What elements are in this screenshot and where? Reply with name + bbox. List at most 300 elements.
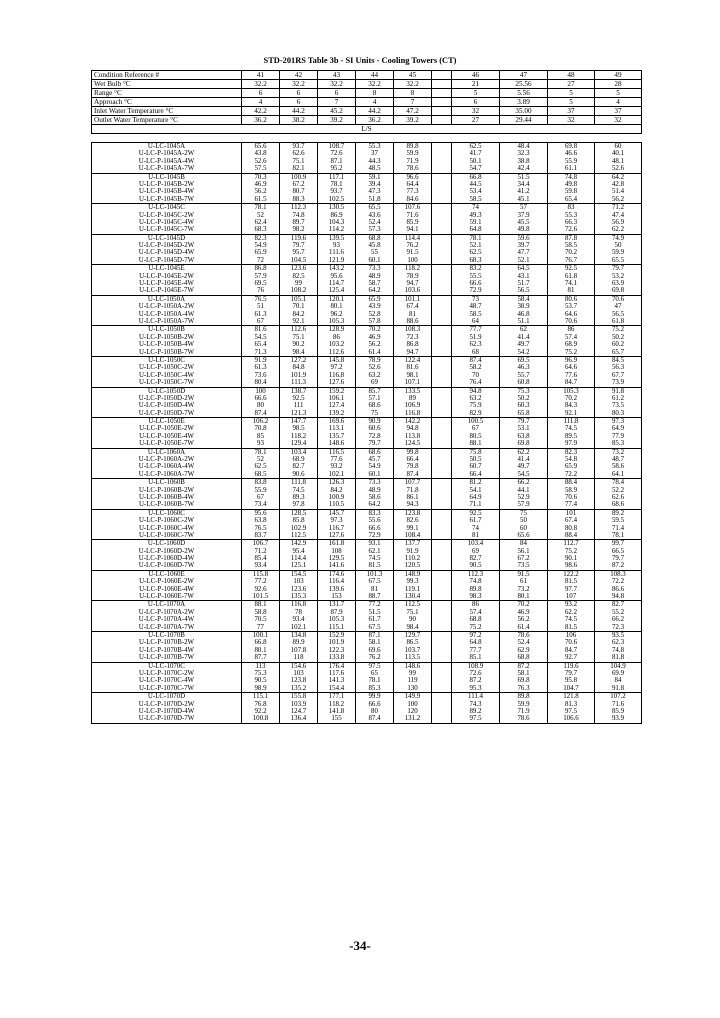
model-name: U-LC-P-1070B-4W [92, 647, 242, 654]
flow-value: 65.4 [242, 341, 280, 348]
table-row [92, 257, 642, 265]
model-name: U-LC-P-1060B-7W [92, 501, 242, 509]
table-row [92, 165, 642, 173]
flow-value: 78.6 [500, 715, 548, 723]
flow-value: 87.2 [452, 677, 500, 684]
flow-value: 123.8 [394, 509, 432, 517]
flow-value: 52.6 [595, 165, 642, 173]
flow-value: 64.1 [595, 471, 642, 479]
flow-value: 97.5 [548, 708, 595, 715]
flow-value: 98.4 [280, 349, 318, 357]
flow-value: 73.3 [356, 479, 394, 487]
flow-value: 94.3 [394, 501, 432, 509]
flow-value: 72.3 [394, 334, 432, 341]
spacer-cell [432, 364, 452, 371]
flow-value: 108.7 [318, 143, 356, 151]
spacer-cell [432, 196, 452, 204]
model-name: U-LC-P-1070B-2W [92, 639, 242, 646]
flow-value: 58.1 [500, 670, 548, 677]
flow-value: 58.5 [548, 242, 595, 249]
spacer-cell [432, 540, 452, 548]
flow-value: 69.9 [595, 670, 642, 677]
flow-value: 86.8 [242, 265, 280, 273]
table-row [92, 295, 642, 303]
flow-value: 43.1 [500, 273, 548, 280]
condition-value: 27 [548, 80, 595, 89]
flow-value: 52.4 [356, 219, 394, 226]
flow-value: 148.9 [394, 570, 432, 578]
flow-value: 67.5 [356, 578, 394, 585]
flow-value: 67 [452, 425, 500, 432]
spacer-cell [432, 677, 452, 684]
flow-value: 71.4 [595, 525, 642, 532]
flow-value: 65.6 [500, 532, 548, 540]
flow-value: 53.7 [548, 303, 595, 310]
flow-value: 90.2 [280, 341, 318, 348]
flow-value: 56.2 [242, 188, 280, 195]
flow-value: 57.3 [356, 226, 394, 234]
flow-value: 107.1 [394, 379, 432, 387]
flow-value: 105.3 [548, 387, 595, 395]
flow-value: 84.2 [318, 487, 356, 494]
flow-value: 115.8 [242, 570, 280, 578]
spacer-cell [432, 509, 452, 517]
flow-value: 69 [452, 548, 500, 555]
spacer-cell [432, 395, 452, 402]
flow-value: 68 [452, 349, 500, 357]
flow-value: 81 [394, 311, 432, 318]
flow-value: 86 [548, 326, 595, 334]
flow-value: 62.2 [595, 226, 642, 234]
flow-value: 90 [394, 616, 432, 623]
model-name: U-LC-1045E [92, 265, 242, 273]
flow-value: 62.2 [500, 448, 548, 456]
table-row [92, 601, 642, 609]
flow-value: 124.7 [280, 708, 318, 715]
condition-value: 44.2 [356, 107, 394, 116]
flow-value: 120 [394, 708, 432, 715]
flow-value: 97.2 [452, 632, 500, 640]
flow-value: 101.3 [356, 570, 394, 578]
flow-value: 71.9 [394, 158, 432, 165]
flow-value: 72.6 [318, 150, 356, 157]
flow-value: 66.6 [452, 280, 500, 287]
flow-value: 99.3 [394, 578, 432, 585]
table-row [92, 280, 642, 287]
condition-value: 36.2 [242, 116, 280, 125]
flow-value: 70.6 [548, 318, 595, 326]
flow-value: 58.1 [356, 639, 394, 646]
spacer-cell [432, 487, 452, 494]
flow-value: 84.7 [548, 379, 595, 387]
flow-value: 80.3 [595, 410, 642, 418]
flow-value: 48.4 [500, 143, 548, 151]
flow-value: 177.1 [318, 693, 356, 701]
flow-value: 84.8 [280, 364, 318, 371]
condition-value: 27 [452, 116, 500, 125]
flow-value: 77.2 [356, 601, 394, 609]
flow-value: 73.2 [595, 448, 642, 456]
model-name: U-LC-P-1045C-7W [92, 226, 242, 234]
flow-value: 82.9 [452, 410, 500, 418]
flow-value: 78.1 [356, 677, 394, 684]
flow-value: 66.2 [500, 479, 548, 487]
flow-value: 103.2 [318, 341, 356, 348]
table-row [92, 624, 642, 632]
flow-value: 111.8 [548, 418, 595, 426]
table-row [92, 188, 642, 195]
flow-value: 37.9 [500, 212, 548, 219]
condition-value: 5 [548, 98, 595, 107]
flow-value: 92.1 [280, 318, 318, 326]
flow-value: 37 [356, 150, 394, 157]
flow-value: 111.8 [280, 479, 318, 487]
spacer-cell [432, 662, 452, 670]
flow-value: 98.4 [394, 624, 432, 632]
flow-value: 71.9 [500, 708, 548, 715]
flow-value: 87.1 [318, 158, 356, 165]
flow-value: 75.2 [595, 326, 642, 334]
flow-value: 100.9 [280, 173, 318, 181]
model-name: U-LC-1045D [92, 234, 242, 242]
condition-label: Wet Bulb °C [92, 80, 242, 89]
model-name: U-LC-P-1060B-4W [92, 494, 242, 501]
flow-value: 46.9 [500, 609, 548, 616]
flow-value: 120.1 [318, 295, 356, 303]
spacer-cell [432, 624, 452, 632]
table-row [92, 311, 642, 318]
flow-value: 55.5 [452, 273, 500, 280]
flow-value: 41.7 [452, 150, 500, 157]
condition-row [92, 107, 642, 116]
flow-value: 81 [452, 532, 500, 540]
flow-value: 99.1 [394, 525, 432, 532]
model-name: U-LC-P-1050C-7W [92, 379, 242, 387]
flow-value: 68.6 [356, 448, 394, 456]
flow-value: 82.7 [452, 555, 500, 562]
flow-value: 118.2 [394, 265, 432, 273]
table-row [92, 578, 642, 585]
spacer-cell [432, 257, 452, 265]
condition-value: 8 [356, 89, 394, 98]
flow-value: 118 [280, 654, 318, 662]
flow-value: 47 [595, 303, 642, 310]
condition-value: 32.2 [356, 80, 394, 89]
flow-value: 83.7 [242, 532, 280, 540]
flow-value: 75.2 [452, 624, 500, 632]
flow-value: 67 [242, 318, 280, 326]
flow-value: 49.7 [500, 463, 548, 470]
flow-value: 58.9 [548, 487, 595, 494]
flow-value: 74.8 [280, 212, 318, 219]
spacer-cell [432, 448, 452, 456]
model-name: U-LC-P-1050D-7W [92, 410, 242, 418]
flow-value: 59.5 [595, 517, 642, 524]
flow-value: 61.8 [548, 273, 595, 280]
flow-value: 102.1 [318, 471, 356, 479]
flow-value: 97.2 [318, 364, 356, 371]
condition-label: Inlet Water Temperature °C [92, 107, 242, 116]
flow-value: 72 [242, 257, 280, 265]
model-name: U-LC-1060E [92, 570, 242, 578]
table-row [92, 402, 642, 409]
condition-value: 5.56 [500, 89, 548, 98]
flow-value: 116.4 [318, 578, 356, 585]
flow-value: 48.7 [595, 456, 642, 463]
flow-value: 71.6 [394, 212, 432, 219]
flow-value: 85.9 [595, 708, 642, 715]
flow-value: 75.1 [394, 609, 432, 616]
flow-value: 88.4 [548, 479, 595, 487]
flow-value: 74 [452, 525, 500, 532]
flow-value: 58.6 [356, 494, 394, 501]
flow-value: 83.8 [242, 479, 280, 487]
condition-value [432, 71, 452, 80]
flow-value: 51.4 [595, 188, 642, 195]
flow-value: 78.6 [500, 632, 548, 640]
flow-value: 99.7 [595, 540, 642, 548]
table-row [92, 463, 642, 470]
flow-value: 95.2 [318, 165, 356, 173]
flow-value: 95.8 [548, 677, 595, 684]
flow-value: 108.9 [452, 662, 500, 670]
flow-value: 67.2 [280, 181, 318, 188]
flow-value: 55 [356, 249, 394, 256]
condition-row [92, 80, 642, 89]
flow-value: 107.6 [394, 204, 432, 212]
flow-value: 58.5 [452, 196, 500, 204]
flow-value: 34.4 [500, 181, 548, 188]
flow-value: 46.9 [242, 181, 280, 188]
flow-value: 107.8 [280, 647, 318, 654]
flow-value: 113 [242, 662, 280, 670]
flow-value: 51 [242, 303, 280, 310]
spacer-cell [432, 265, 452, 273]
flow-value: 130.5 [318, 204, 356, 212]
table-row [92, 525, 642, 532]
flow-value: 128.5 [280, 509, 318, 517]
condition-value: 6 [280, 98, 318, 107]
model-name: U-LC-P-1060D-4W [92, 555, 242, 562]
condition-value [432, 116, 452, 125]
flow-value: 52.1 [500, 257, 548, 265]
flow-value: 75 [500, 509, 548, 517]
condition-value: 37 [595, 107, 642, 116]
spacer-cell [432, 273, 452, 280]
flow-value: 131.7 [318, 601, 356, 609]
flow-value: 70.3 [242, 173, 280, 181]
flow-value: 139.5 [318, 234, 356, 242]
flow-value: 67.2 [500, 555, 548, 562]
flow-value: 145.8 [318, 356, 356, 364]
flow-value: 95.3 [452, 685, 500, 693]
flow-value: 61.7 [452, 517, 500, 524]
flow-value: 70.6 [548, 494, 595, 501]
flow-value: 63.8 [500, 433, 548, 440]
flow-value: 113.1 [318, 425, 356, 432]
condition-value: 42.2 [242, 107, 280, 116]
flow-value: 98.1 [394, 372, 432, 379]
model-name: U-LC-P-1045D-2W [92, 242, 242, 249]
spacer-cell [432, 212, 452, 219]
flow-value: 125.4 [318, 287, 356, 295]
spacer-cell [432, 418, 452, 426]
flow-value: 85.3 [356, 685, 394, 693]
flow-value: 59.9 [394, 150, 432, 157]
flow-value: 53.4 [452, 188, 500, 195]
flow-value: 93 [242, 440, 280, 448]
flow-value: 104.7 [548, 685, 595, 693]
flow-value: 45.5 [500, 219, 548, 226]
flow-value: 71.2 [242, 548, 280, 555]
condition-row [92, 98, 642, 107]
model-name: U-LC-P-1050E-4W [92, 433, 242, 440]
flow-value: 72.8 [356, 433, 394, 440]
flow-value: 77.6 [318, 456, 356, 463]
flow-value: 106.1 [318, 395, 356, 402]
spacer-cell [432, 326, 452, 334]
flow-value: 58.4 [500, 295, 548, 303]
table-row [92, 425, 642, 432]
table-row [92, 501, 642, 509]
condition-value: 32 [595, 116, 642, 125]
flow-value: 116.8 [318, 372, 356, 379]
table-row [92, 593, 642, 601]
spacer-cell [432, 410, 452, 418]
table-row [92, 219, 642, 226]
flow-value: 59.9 [500, 701, 548, 708]
flow-value: 53.2 [595, 273, 642, 280]
flow-value: 101.5 [242, 593, 280, 601]
flow-value: 77.7 [452, 647, 500, 654]
condition-value: 37 [548, 107, 595, 116]
flow-value: 69.8 [595, 287, 642, 295]
flow-value: 130.4 [394, 593, 432, 601]
flow-value: 95.6 [318, 273, 356, 280]
model-name: U-LC-P-1070C-7W [92, 685, 242, 693]
flow-value: 136.4 [280, 715, 318, 723]
flow-value: 55.9 [548, 158, 595, 165]
flow-value: 100 [394, 701, 432, 708]
flow-value: 93.1 [356, 540, 394, 548]
flow-value: 75.9 [452, 402, 500, 409]
flow-value: 100.5 [452, 418, 500, 426]
condition-value [432, 107, 452, 116]
flow-value: 57.4 [452, 609, 500, 616]
flow-value: 155 [318, 715, 356, 723]
flow-value: 143.2 [318, 265, 356, 273]
flow-value: 114.4 [280, 555, 318, 562]
table-row [92, 356, 642, 364]
flow-value: 98.9 [242, 685, 280, 693]
model-name: U-LC-P-1045E-2W [92, 273, 242, 280]
flow-value: 66.8 [452, 173, 500, 181]
flow-value: 45.8 [356, 242, 394, 249]
flow-value: 57.8 [356, 318, 394, 326]
flow-value: 49.3 [452, 212, 500, 219]
flow-value: 71.3 [242, 349, 280, 357]
flow-value: 75.3 [242, 670, 280, 677]
flow-value: 64.8 [452, 639, 500, 646]
flow-value: 64.9 [452, 494, 500, 501]
flow-value: 48.9 [356, 487, 394, 494]
flow-value: 89 [394, 395, 432, 402]
flow-value: 73.9 [595, 379, 642, 387]
flow-value: 68.8 [356, 234, 394, 242]
model-name: U-LC-1060D [92, 540, 242, 548]
spacer-cell [432, 349, 452, 357]
flow-value: 87.4 [394, 471, 432, 479]
flow-value: 84.3 [548, 402, 595, 409]
flow-value: 98.2 [280, 226, 318, 234]
flow-value: 62.2 [548, 609, 595, 616]
flow-value: 80.4 [242, 379, 280, 387]
model-name: U-LC-P-1070D-4W [92, 708, 242, 715]
condition-value: 36.2 [356, 116, 394, 125]
table-row [92, 647, 642, 654]
table-row [92, 548, 642, 555]
model-name: U-LC-P-1060C-7W [92, 532, 242, 540]
flow-value: 154.6 [280, 662, 318, 670]
spacer-cell [432, 525, 452, 532]
model-name: U-LC-P-1045B-7W [92, 196, 242, 204]
flow-value: 64.4 [394, 181, 432, 188]
flow-value: 72.3 [595, 624, 642, 632]
flow-value: 80.1 [318, 303, 356, 310]
flow-value: 82.1 [280, 165, 318, 173]
flow-value: 38.8 [500, 158, 548, 165]
condition-value: 7 [394, 98, 432, 107]
flow-value: 138.7 [280, 387, 318, 395]
flow-value: 93.7 [318, 188, 356, 195]
condition-value: 4 [356, 98, 394, 107]
flow-value: 84.6 [394, 196, 432, 204]
model-name: U-LC-1070C [92, 662, 242, 670]
flow-value: 51.5 [356, 609, 394, 616]
model-name: U-LC-1045A [92, 143, 242, 151]
flow-value: 89.8 [500, 693, 548, 701]
flow-value: 61.4 [500, 624, 548, 632]
flow-value: 39.4 [356, 181, 394, 188]
flow-value: 52.6 [356, 364, 394, 371]
flow-value: 52.4 [500, 639, 548, 646]
flow-value: 67.4 [394, 303, 432, 310]
flow-value: 47.3 [356, 188, 394, 195]
spacer-cell [432, 143, 452, 151]
flow-value: 42.8 [595, 181, 642, 188]
flow-value: 52.6 [242, 158, 280, 165]
flow-value: 66.8 [242, 639, 280, 646]
model-name: U-LC-P-1060E-4W [92, 586, 242, 593]
model-name: U-LC-P-1050B-2W [92, 334, 242, 341]
flow-value: 91.5 [500, 570, 548, 578]
flow-value: 93.9 [595, 715, 642, 723]
model-name: U-LC-P-1060D-2W [92, 548, 242, 555]
condition-value: 21 [452, 80, 500, 89]
flow-value: 119.1 [394, 586, 432, 593]
model-name: U-LC-P-1050D-2W [92, 395, 242, 402]
flow-value: 76.7 [548, 257, 595, 265]
flow-value: 91.9 [394, 548, 432, 555]
flow-value: 89.9 [280, 639, 318, 646]
flow-value: 62.3 [452, 341, 500, 348]
flow-value: 74.9 [595, 234, 642, 242]
flow-value: 51.8 [356, 196, 394, 204]
model-name: U-LC-P-1050E-2W [92, 425, 242, 432]
flow-value: 77.4 [548, 501, 595, 509]
flow-value: 66.4 [452, 471, 500, 479]
condition-value: 32.2 [242, 80, 280, 89]
